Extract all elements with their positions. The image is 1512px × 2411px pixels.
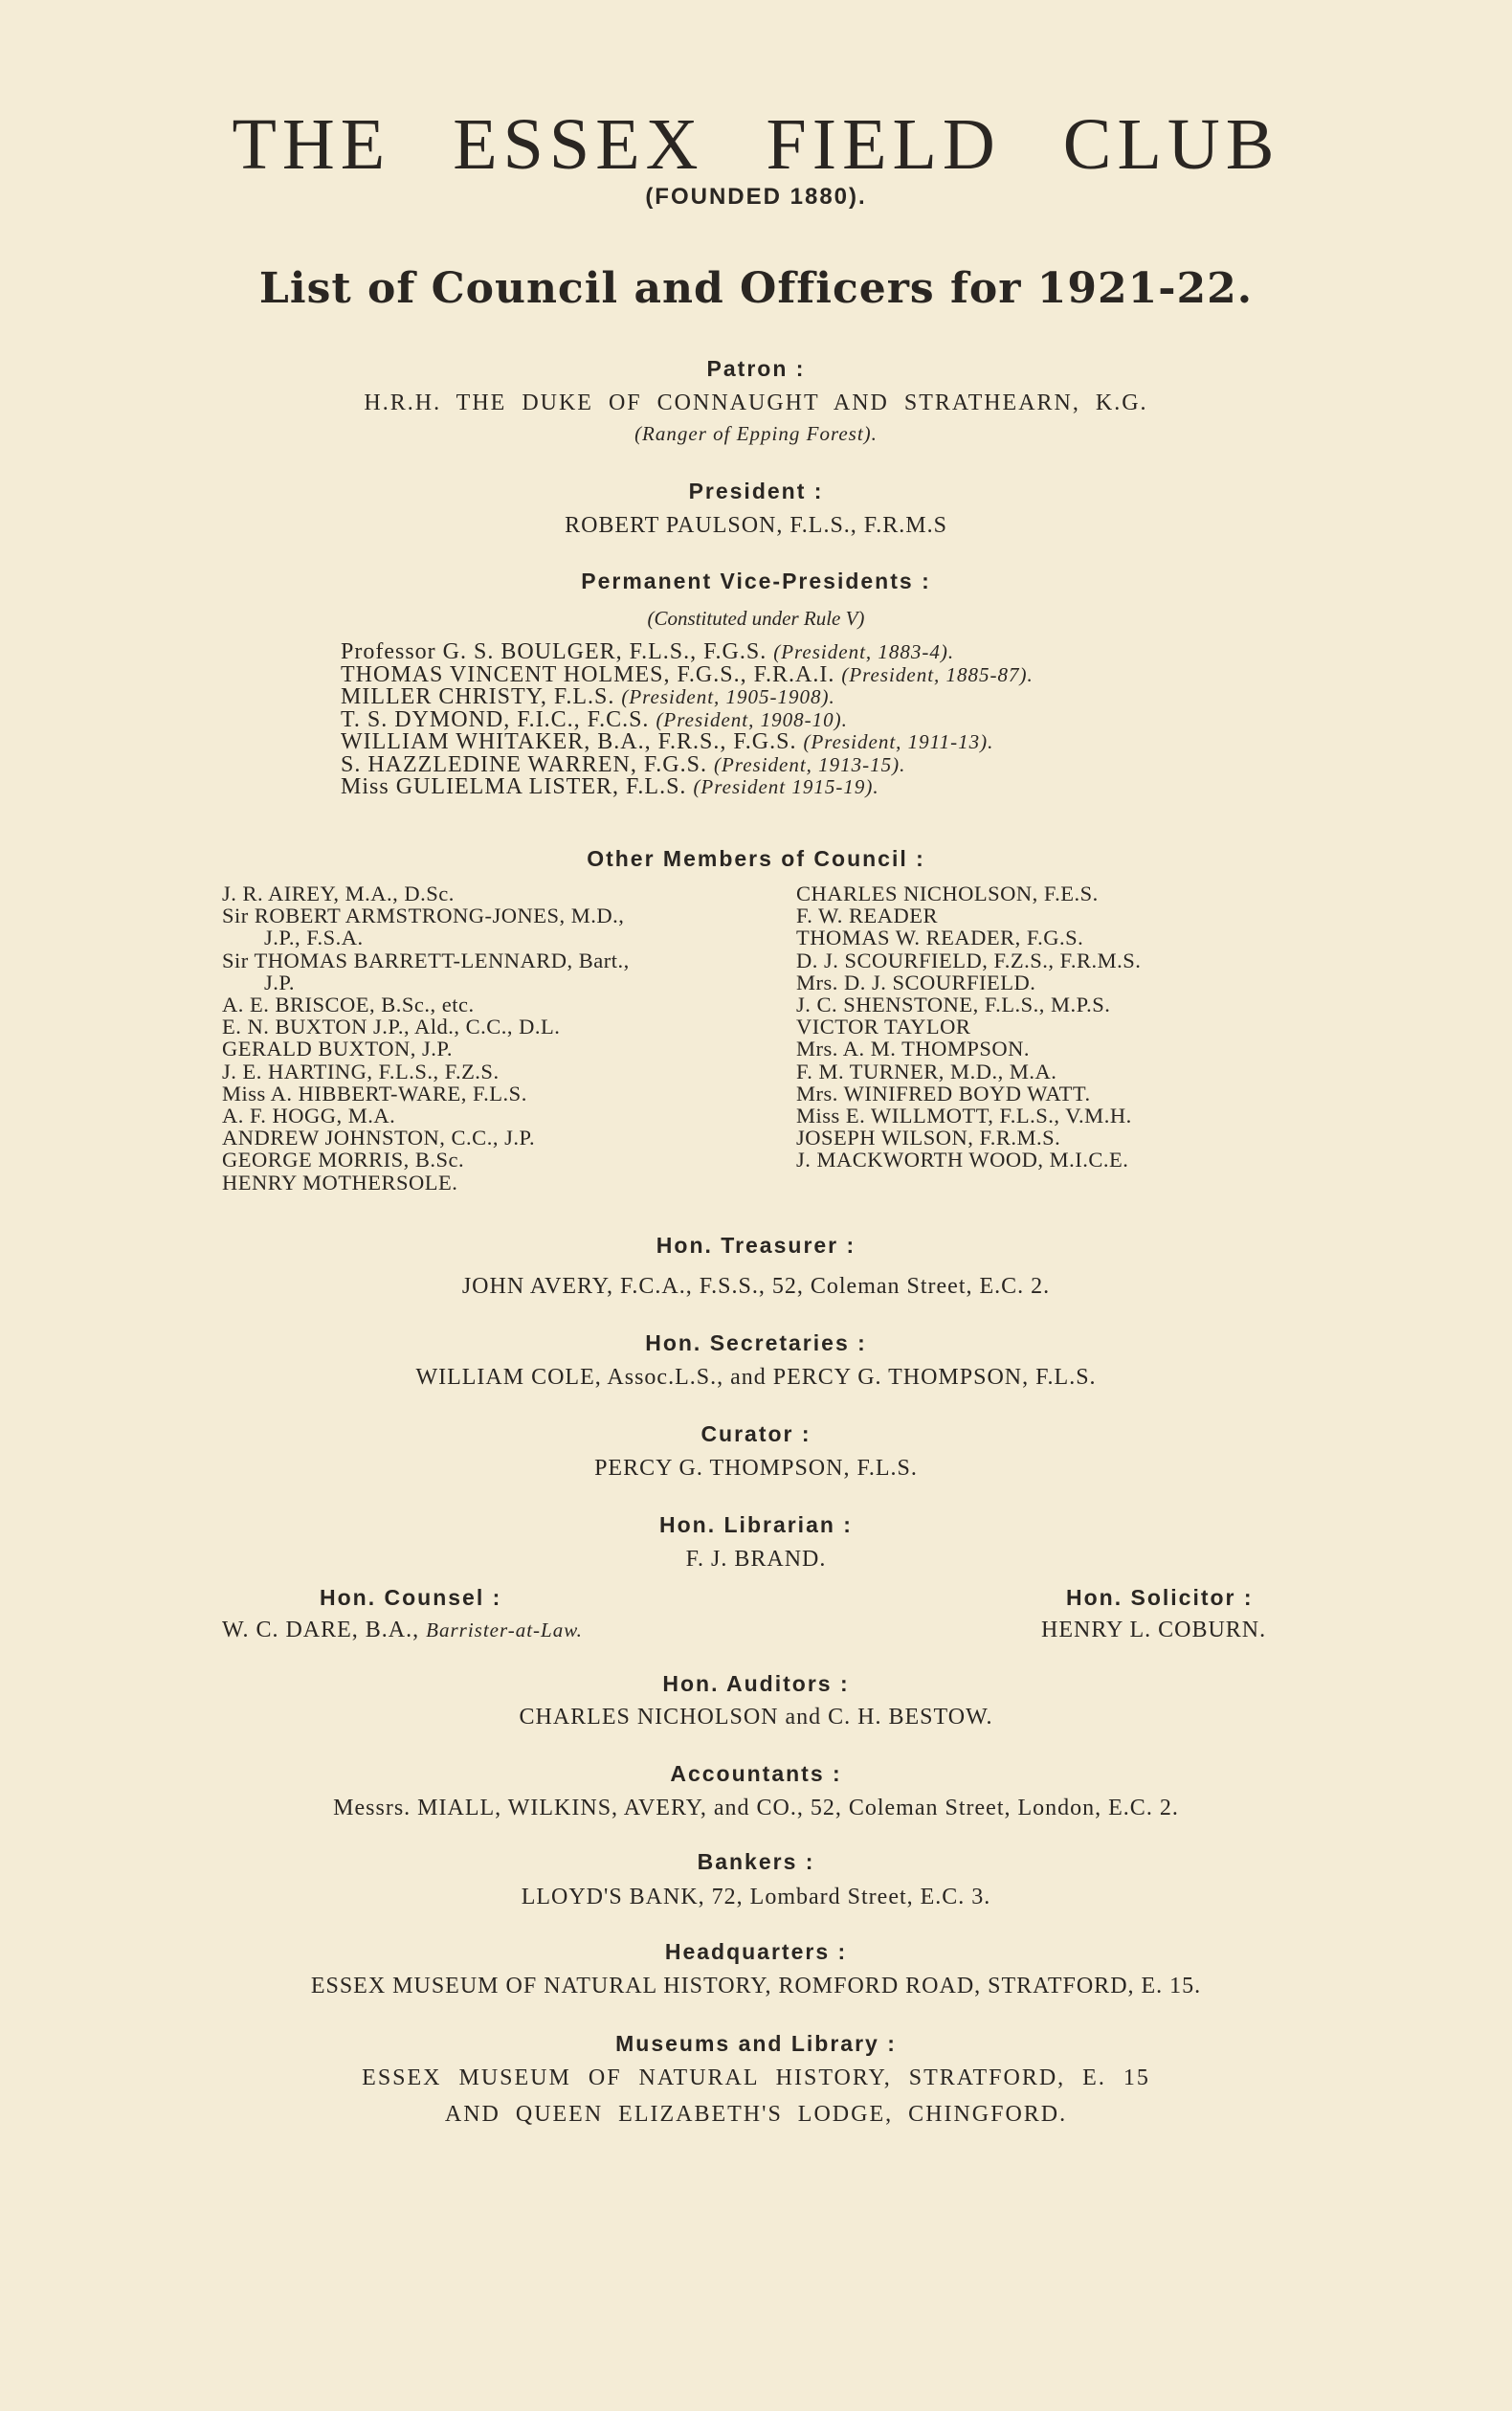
list-item: F. M. TURNER, M.D., M.A.: [796, 1059, 1057, 1083]
list-item: J. C. SHENSTONE, F.L.S., M.P.S.: [796, 993, 1111, 1017]
patron-name: H.R.H. THE DUKE OF CONNAUGHT AND STRATHEARN, K.G.: [364, 391, 1148, 415]
list-item: J.P., F.S.A.: [264, 926, 364, 950]
list-item: MILLER CHRISTY, F.L.S. (President, 1905-1908).: [341, 684, 835, 709]
auditors-heading: Hon. Auditors :: [662, 1671, 850, 1696]
vice-presidents-list: [341, 641, 1034, 799]
curator-name: PERCY G. THOMPSON, F.L.S.: [594, 1456, 918, 1481]
patron-heading: Patron :: [706, 356, 806, 381]
counsel-heading: Hon. Counsel :: [320, 1585, 502, 1610]
list-item: J. MACKWORTH WOOD, M.I.C.E.: [796, 1148, 1129, 1172]
president-heading: President :: [688, 479, 824, 503]
museums-line-2: AND QUEEN ELIZABETH'S LODGE, CHINGFORD.: [444, 2102, 1068, 2127]
librarian-name: F. J. BRAND.: [685, 1547, 827, 1572]
list-item: VICTOR TAYLOR: [796, 1015, 971, 1039]
list-item: THOMAS W. READER, F.G.S.: [796, 926, 1084, 950]
headquarters-heading: Headquarters :: [664, 1939, 848, 1964]
list-item: THOMAS VINCENT HOLMES, F.G.S., F.R.A.I. (President, 1885-87).: [341, 661, 1034, 687]
document-subtitle: List of Council and Officers for 1921-22.: [258, 264, 1254, 313]
auditors-name: CHARLES NICHOLSON and C. H. BESTOW.: [519, 1705, 993, 1730]
list-item: HENRY MOTHERSOLE.: [222, 1170, 458, 1194]
list-item: J.P.: [264, 970, 296, 994]
council-heading: Other Members of Council :: [587, 846, 925, 871]
list-item: CHARLES NICHOLSON, F.E.S.: [796, 882, 1099, 905]
list-item: Professor G. S. BOULGER, F.L.S., F.G.S. (President, 1883-4).: [341, 639, 955, 664]
list-item: A. F. HOGG, M.A.: [222, 1104, 396, 1128]
founded-line: (FOUNDED 1880).: [645, 184, 867, 210]
list-item: J. R. AIREY, M.A., D.Sc.: [222, 882, 455, 905]
solicitor-name: HENRY L. COBURN.: [1041, 1618, 1267, 1642]
council-left-column: [222, 882, 630, 1194]
list-item: S. HAZZLEDINE WARREN, F.G.S. (President, 1913-15).: [341, 751, 906, 777]
accountants-heading: Accountants :: [670, 1761, 842, 1786]
list-item: Miss E. WILLMOTT, F.L.S., V.M.H.: [796, 1104, 1132, 1128]
list-item: GEORGE MORRIS, B.Sc.: [222, 1148, 465, 1172]
solicitor-heading: Hon. Solicitor :: [1066, 1585, 1254, 1610]
list-item: F. W. READER: [796, 904, 938, 928]
list-item: A. E. BRISCOE, B.Sc., etc.: [222, 993, 475, 1017]
list-item: GERALD BUXTON, J.P.: [222, 1037, 453, 1061]
museums-heading: Museums and Library :: [615, 2031, 897, 2056]
list-item: J. E. HARTING, F.L.S., F.Z.S.: [222, 1059, 500, 1083]
treasurer-name: JOHN AVERY, F.C.A., F.S.S., 52, Coleman Street, E.C. 2.: [461, 1274, 1051, 1299]
vice-presidents-heading: Permanent Vice-Presidents :: [581, 569, 931, 593]
list-item: T. S. DYMOND, F.I.C., F.C.S. (President, 1908-10).: [341, 706, 848, 732]
secretaries-name: WILLIAM COLE, Assoc.L.S., and PERCY G. THOMPSON, F.L.S.: [415, 1365, 1097, 1390]
president-name: ROBERT PAULSON, F.L.S., F.R.M.S: [565, 513, 947, 538]
bankers-heading: Bankers :: [697, 1849, 815, 1874]
vice-presidents-note: (Constituted under Rule V): [647, 607, 865, 630]
list-item: Sir THOMAS BARRETT-LENNARD, Bart.,: [222, 948, 630, 972]
list-item: D. J. SCOURFIELD, F.Z.S., F.R.M.S.: [796, 948, 1142, 972]
counsel-name: W. C. DARE, B.A., Barrister-at-Law.: [222, 1618, 583, 1642]
secretaries-heading: Hon. Secretaries :: [645, 1330, 867, 1355]
list-item: ANDREW JOHNSTON, C.C., J.P.: [222, 1126, 536, 1150]
accountants-name: Messrs. MIALL, WILKINS, AVERY, and CO., 52, Coleman Street, London, E.C. 2.: [333, 1796, 1179, 1820]
museums-line-1: ESSEX MUSEUM OF NATURAL HISTORY, STRATFORD, E. 15: [362, 2065, 1150, 2090]
list-item: Miss A. HIBBERT-WARE, F.L.S.: [222, 1081, 527, 1105]
list-item: Mrs. WINIFRED BOYD WATT.: [796, 1081, 1091, 1105]
list-item: Mrs. A. M. THOMPSON.: [796, 1037, 1031, 1061]
list-item: Miss GULIELMA LISTER, F.L.S. (President 1915-19).: [341, 774, 879, 799]
headquarters-name: ESSEX MUSEUM OF NATURAL HISTORY, ROMFORD ROAD, STRATFORD, E. 15.: [310, 1974, 1202, 1998]
list-item: WILLIAM WHITAKER, B.A., F.R.S., F.G.S. (President, 1911-13).: [341, 729, 994, 754]
curator-heading: Curator :: [700, 1421, 812, 1446]
list-item: Mrs. D. J. SCOURFIELD.: [796, 970, 1036, 994]
council-right-column: [796, 882, 1141, 1172]
list-item: JOSEPH WILSON, F.R.M.S.: [796, 1126, 1061, 1150]
list-item: Sir ROBERT ARMSTRONG-JONES, M.D.,: [222, 904, 625, 928]
librarian-heading: Hon. Librarian :: [659, 1512, 853, 1537]
bankers-name: LLOYD'S BANK, 72, Lombard Street, E.C. 3.: [521, 1885, 991, 1909]
patron-note: (Ranger of Epping Forest).: [634, 422, 878, 445]
list-item: E. N. BUXTON J.P., Ald., C.C., D.L.: [222, 1015, 561, 1039]
club-name: THE ESSEX FIELD CLUB: [232, 104, 1280, 185]
treasurer-heading: Hon. Treasurer :: [656, 1233, 856, 1258]
